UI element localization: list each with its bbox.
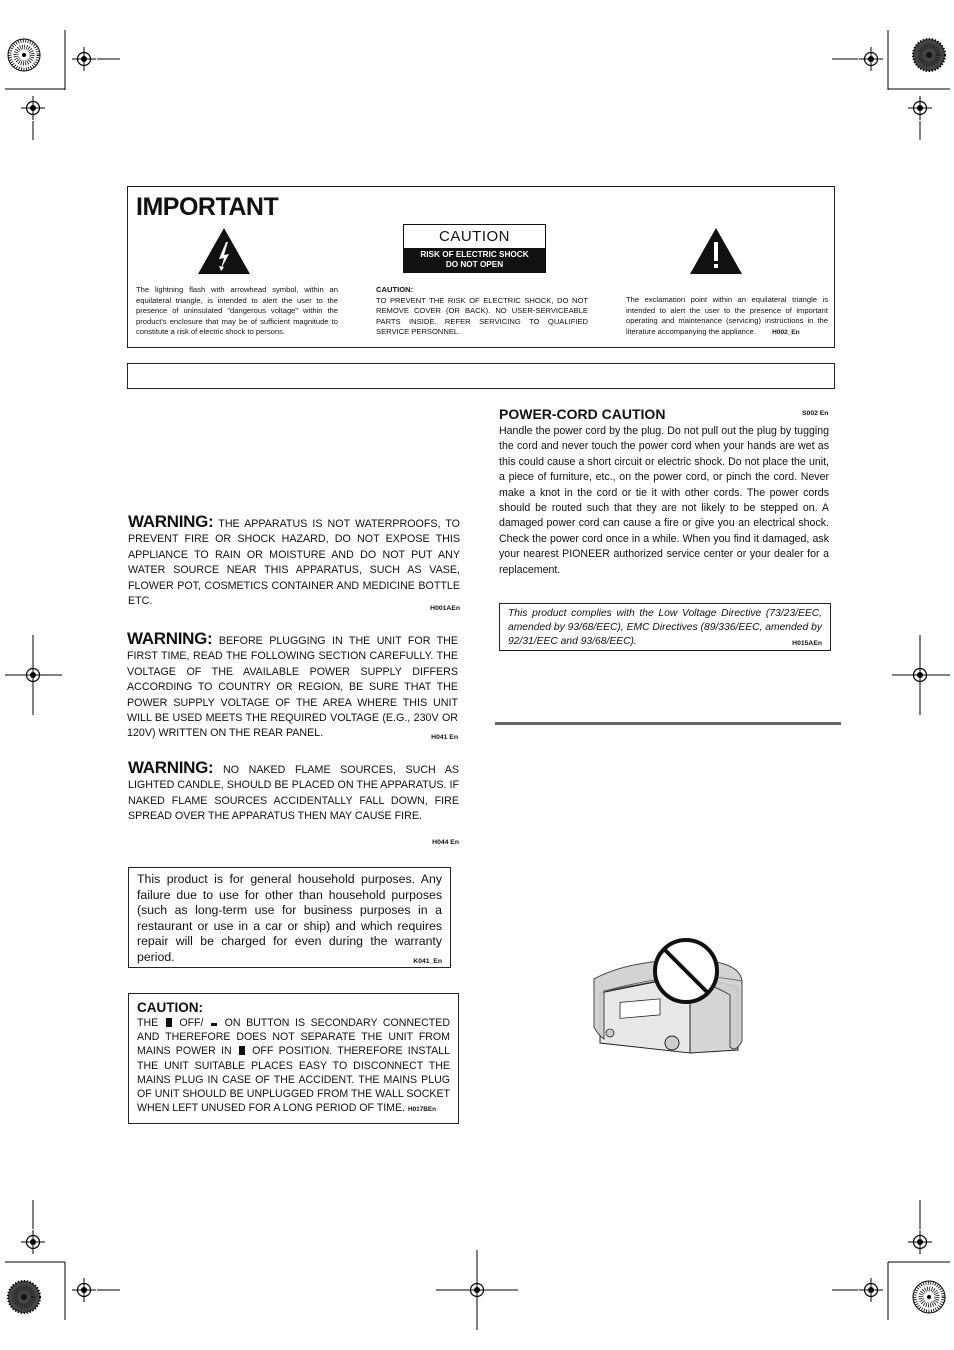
caution-label-title: CAUTION [439,228,510,245]
standby-button-icon [166,1018,172,1027]
exclamation-warning-icon [689,227,743,275]
warning-text: THE APPARATUS IS NOT WATERPROOFS, TO PREVENT FIRE OR SHOCK HAZARD, DO NOT EXPOSE THIS APPLIANCE TO RAIN OR MOISTURE AND DO NOT PUT ANY WATER SOURCE NEAR THIS APPARATUS, SUCH AS VASE, FLOWER POT, COSMETICS CONTAINER AND MEDICINE BOTTLE ETC. [128,518,460,608]
covered-receiver-illustration [590,935,750,1065]
standby-button-icon [239,1046,245,1055]
low-voltage-directive-box [499,603,831,651]
warning-waterproof [128,514,460,613]
risk-line-1: RISK OF ELECTRIC SHOCK [420,250,529,259]
exclamation-explanation [626,295,828,338]
caution-explanation [376,285,588,338]
important-box [127,186,835,348]
warning-lead: WARNING: [127,629,213,648]
lightning-warning-icon [197,227,251,275]
household-code: K041_En [413,957,442,965]
warning-text: BEFORE PLUGGING IN THE UNIT FOR THE FIRST TIME, READ THE FOLLOWING SECTION CAREFULLY. THE VOLTAGE OF THE AVAILABLE POWER SUPPLY DIFFERS ACCORDING TO COUNTRY OR REGION, BE SURE THAT THE POWER SUPPLY VOLTAGE OF THE AREA WHERE THIS UNIT WILL BE USED MEETS THE REQUIRED VOLTAGE (E.G., 230V OR 120V) WRITTEN ON THE REAR PANEL. [127,635,458,740]
warning-lead: WARNING: [128,512,214,531]
lvd-code: H015AEn [792,640,822,648]
important-title: IMPORTANT [136,193,279,221]
power-cord-code: S002 En [802,410,829,417]
warning-code: H041 En [431,733,458,741]
on-button-icon [211,1023,217,1026]
warning-code: H044 En [432,838,459,846]
caution-box-title: CAUTION: [137,1000,203,1015]
section-divider [495,722,841,725]
lightning-explanation: The lightning flash with arrowhead symbol, within an equilateral triangle, is intended to alert the user to the presence of uninsulated "dangerous voltage" within the product's enclosure that may be of sufficient magnitude to constitute a risk of electric shock to persons. [136,285,338,337]
standby-caution-box [128,993,459,1124]
warning-flame [128,760,459,847]
power-cord-title: POWER-CORD CAUTION [499,406,666,422]
risk-line-2: DO NOT OPEN [445,260,504,269]
caution-box-text-2: OFF/ [173,1017,210,1029]
warning-code: H001AEn [430,605,460,613]
prohibition-icon [655,940,717,1002]
caution-text: TO PREVENT THE RISK OF ELECTRIC SHOCK, DO NOT REMOVE COVER (OR BACK). NO USER-SERVICEABLE PARTS INSIDE. REFER SERVICING TO QUALIFIED SERVICE PERSONNEL. [376,295,588,337]
empty-note-bar [127,363,835,389]
caution-label-risk [404,248,545,272]
exclamation-code: H002_En [772,328,800,336]
power-cord-text: Handle the power cord by the plug. Do not pull out the plug by tugging the cord and never touch the power cord when your hands are wet as this could cause a short circuit or electric shock. Do not place the unit, a piece of furniture, etc., on the power cord, or pinch the cord. Never make a knot in the cord or tie it with other cords. The power cords should be routed such that they are not likely to be stepped on. A damaged power cord can cause a fire or give you an electrical shock. Check the power cord once in a while. When you find it damaged, ask your nearest PIONEER authorized service center or your dealer for a replacement. [499,425,829,576]
caution-label [403,224,546,273]
exclamation-text: The exclamation point within an equilateral triangle is intended to alert the user to the presence of important operating and maintenance (servicing) instructions in the literature accompanying the appliance. [626,295,828,336]
caution-heading: CAUTION: [376,285,414,294]
lvd-text: This product complies with the Low Voltage Directive (73/23/EEC, amended by 93/68/EEC), EMC Directives (89/336/EEC, amended by 92/31/EEC and 93/68/EEC). [508,608,822,648]
caution-box-text-4: OFF POSITION. THEREFORE INSTALL THE UNIT SUITABLE PLACES EASY TO DISCONNECT THE MAINS PLUG IN CASE OF THE ACCIDENT. THE MAINS PLUG OF UNIT SHOULD BE UNPLUGGED FROM THE WALL SOCKET WHEN LEFT UNUSED FOR A LONG PERIOD OF TIME. [137,1045,450,1115]
warning-text: NO NAKED FLAME SOURCES, SUCH AS LIGHTED CANDLE, SHOULD BE PLACED ON THE APPARATUS. IF NAKED FLAME SOURCES ACCIDENTALLY FALL DOWN, FIRE SPREAD OVER THE APPARATUS THEN MAY CAUSE FIRE. [128,764,459,823]
warning-voltage [127,631,458,742]
caution-box-text-1: THE [137,1017,164,1029]
caution-box-code: H017BEn [407,1106,437,1114]
caution-box-text-3: ON BUTTON IS SECONDARY CONNECTED AND THEREFORE DOES NOT SEPARATE THE UNIT FROM MAINS POWER IN [137,1017,450,1058]
household-text: This product is for general household purposes. Any failure due to use for other than household purposes (such as long-term use for business purposes in a restaurant or use in a car or ship) and which requires repair will be charged for even during the warranty period. [137,872,442,964]
warning-lead: WARNING: [128,758,214,777]
household-use-notice [128,867,451,968]
